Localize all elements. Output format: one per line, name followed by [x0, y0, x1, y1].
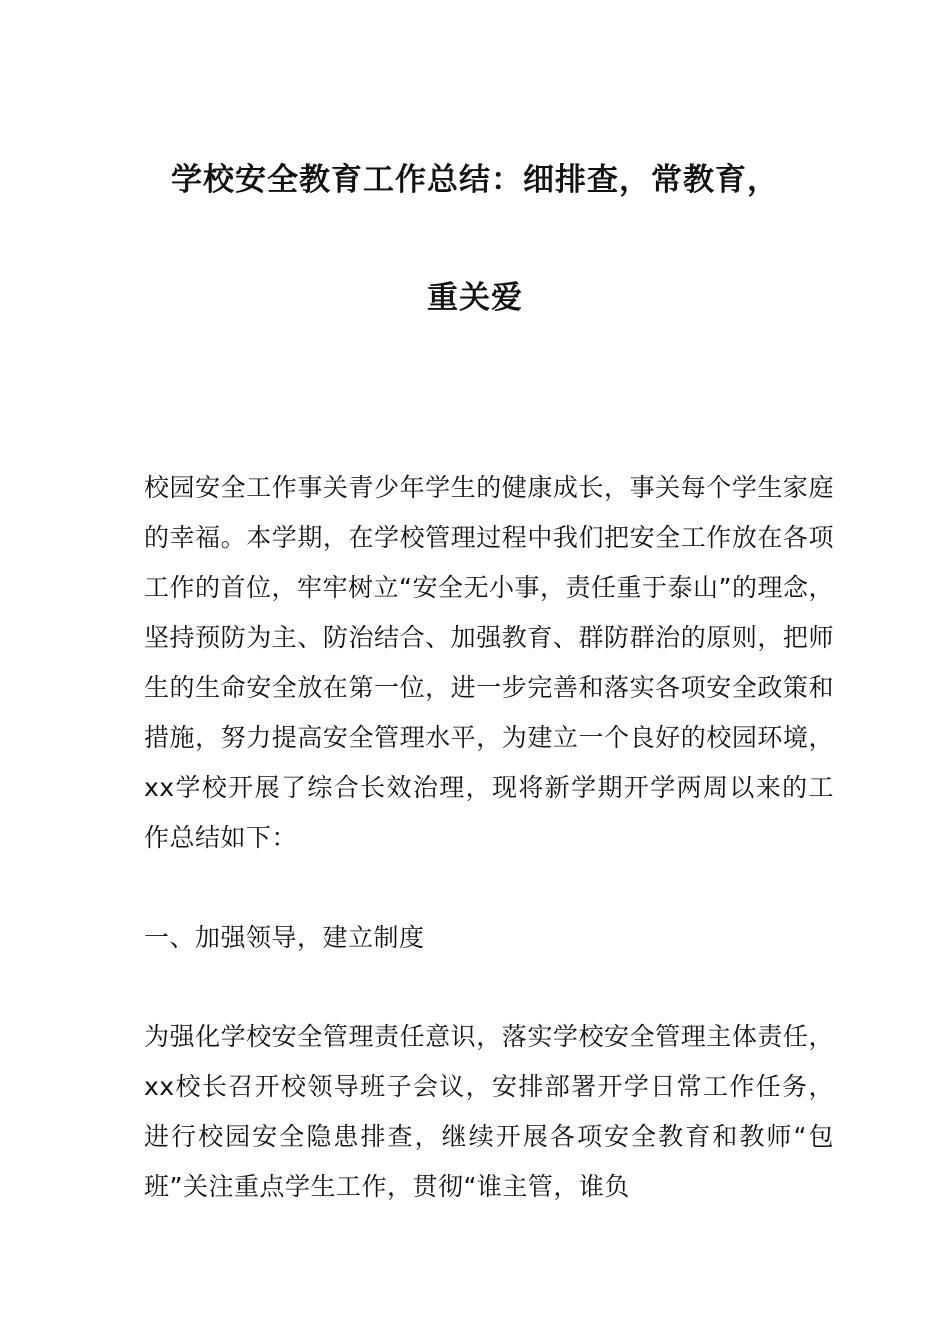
section-heading-1: 一、加强领导，建立制度: [144, 923, 425, 952]
intro-paragraph: 校园安全工作事关青少年学生的健康成长，事关每个学生家庭的幸福。本学期，在学校管理过程中我们把安全工作放在各项工作的首位，牢牢树立“安全无小事，责任重于泰山”的理念，坚持预防为主、防治结合、加强教育、群防群治的原则，把师生的生命安全放在第一位，进一步完善和落实各项安全政策和措施，努力提高安全管理水平，为建立一个良好的校园环境，xx学校开展了综合长效治理，现将新学期开学两周以来的工作总结如下：: [144, 473, 834, 852]
document-title-line-2: 重关爱: [427, 280, 523, 316]
section-1-paragraph: 为强化学校安全管理责任意识，落实学校安全管理主体责任，xx校长召开校领导班子会议，安排部署开学日常工作任务，进行校园安全隐患排查，继续开展各项安全教育和教师“包班”关注重点学生工作，贯彻“谁主管，谁负: [144, 1022, 834, 1201]
document-title-line-1: 学校安全教育工作总结：细排查，常教育，: [171, 162, 779, 198]
